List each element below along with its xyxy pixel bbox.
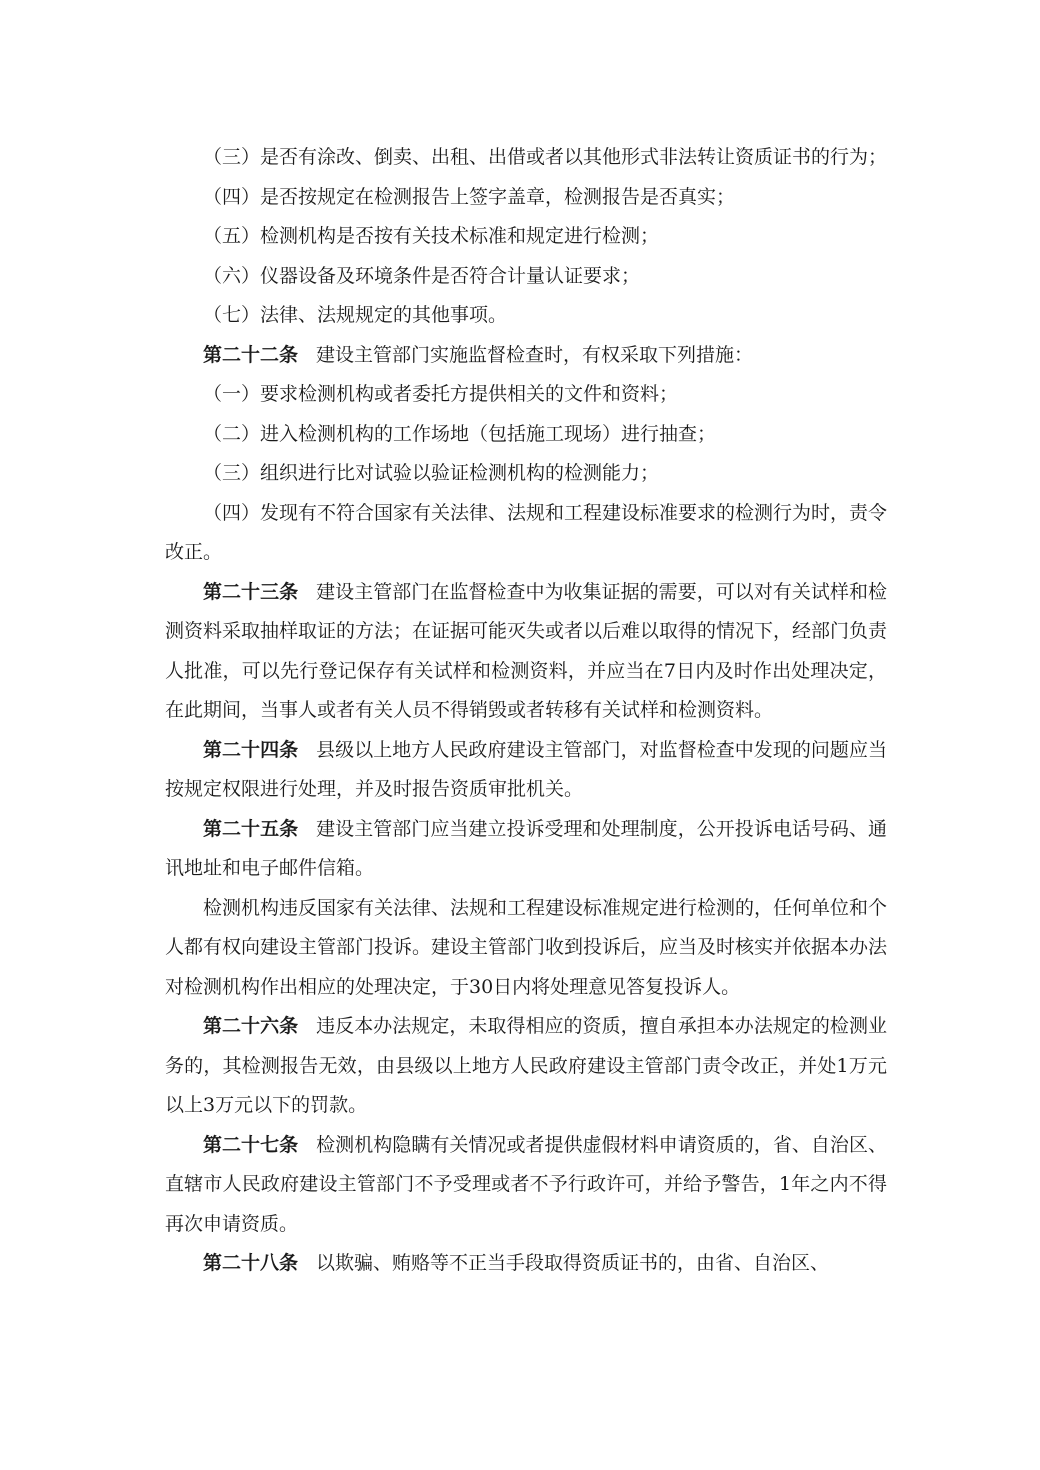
paragraph [165,138,887,178]
article-number: 第二十五条 [203,817,299,840]
paragraph-text: 建设主管部门实施监督检查时，有权采取下列措施： [316,343,754,366]
article-paragraph [165,1126,887,1245]
article-number: 第二十八条 [203,1252,299,1274]
document-body [165,138,887,1284]
paragraph-text: 违反本办法规定，未取得相应的资质，擅自承担本办法规定的检测业务的，其检测报告无效，由县级以上地方人民政府建设主管部门责令改正，并处1万元以上3万元以下的罚款。 [165,1015,887,1116]
paragraph [165,889,887,1008]
paragraph [165,217,887,257]
paragraph-text: （六）仪器设备及环境条件是否符合计量认证要求； [203,264,641,287]
paragraph [165,296,887,336]
paragraph [165,415,887,455]
article-number: 第二十七条 [203,1133,299,1156]
paragraph-text: （三）是否有涂改、倒卖、出租、出借或者以其他形式非法转让资质证书的行为； [203,146,888,168]
paragraph-text: 以欺骗、贿赂等不正当手段取得资质证书的，由省、自治区、 [316,1252,830,1274]
article-number: 第二十二条 [203,343,299,366]
paragraph-text: 县级以上地方人民政府建设主管部门，对监督检查中发现的问题应当按规定权限进行处理，并及时报告资质审批机关。 [165,738,887,800]
paragraph-text: （四）是否按规定在检测报告上签字盖章，检测报告是否真实； [203,185,736,208]
paragraph-text: （三）组织进行比对试验以验证检测机构的检测能力； [203,462,660,484]
paragraph-text: 建设主管部门应当建立投诉受理和处理制度，公开投诉电话号码、通讯地址和电子邮件信箱。 [165,817,887,879]
article-number: 第二十四条 [203,738,299,761]
paragraph-text: （一）要求检测机构或者委托方提供相关的文件和资料； [203,383,679,405]
paragraph [165,454,887,494]
article-number: 第二十六条 [203,1015,299,1037]
article-number: 第二十三条 [203,580,299,603]
paragraph-text: 检测机构隐瞒有关情况或者提供虚假材料申请资质的，省、自治区、直辖市人民政府建设主管部门不予受理或者不予行政许可，并给予警告，1年之内不得再次申请资质。 [165,1133,887,1235]
paragraph-text: （七）法律、法规规定的其他事项。 [203,304,508,326]
paragraph [165,494,887,573]
article-paragraph [165,810,887,889]
paragraph-text: 检测机构违反国家有关法律、法规和工程建设标准规定进行检测的，任何单位和个人都有权向建设主管部门投诉。建设主管部门收到投诉后，应当及时核实并依据本办法对检测机构作出相应的处理决定，于30日内将处理意见答复投诉人。 [165,896,888,998]
article-paragraph [165,731,887,810]
article-paragraph [165,1244,887,1284]
paragraph-text: （四）发现有不符合国家有关法律、法规和工程建设标准要求的检测行为时，责令改正。 [165,501,888,563]
paragraph [165,257,887,297]
paragraph [165,375,887,415]
article-paragraph [165,573,887,731]
paragraph [165,178,887,218]
article-paragraph [165,1007,887,1126]
article-paragraph [165,336,887,376]
paragraph-text: （二）进入检测机构的工作场地（包括施工现场）进行抽查； [203,422,717,445]
paragraph-text: （五）检测机构是否按有关技术标准和规定进行检测； [203,225,660,247]
paragraph-text: 建设主管部门在监督检查中为收集证据的需要，可以对有关试样和检测资料采取抽样取证的方法；在证据可能灭失或者以后难以取得的情况下，经部门负责人批准，可以先行登记保存有关试样和检测资料，并应当在7日内及时作出处理决定，在此期间，当事人或者有关人员不得销毁或者转移有关试样和检测资料。 [165,580,888,721]
